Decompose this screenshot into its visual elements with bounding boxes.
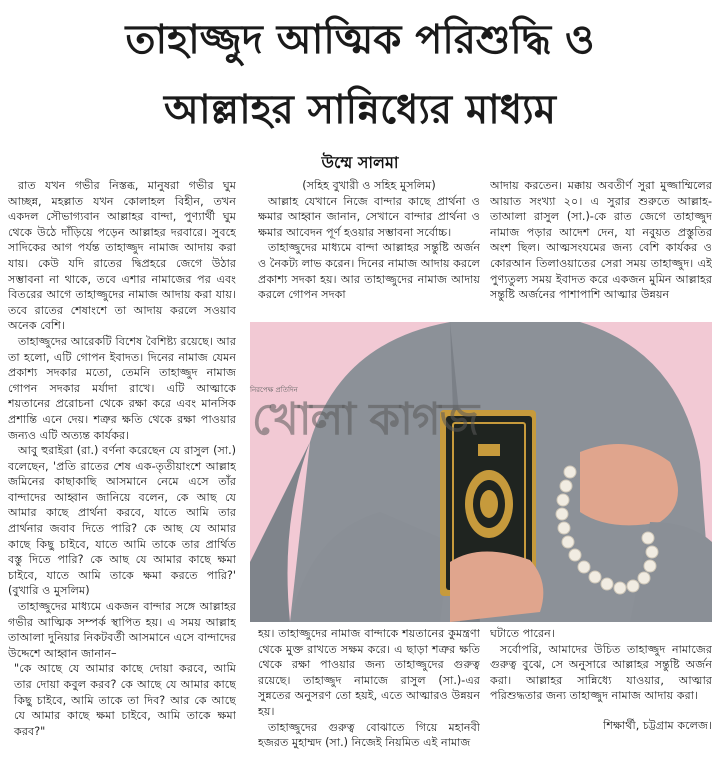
author-note: শিক্ষার্থী, চট্টগ্রাম কলেজ। xyxy=(603,718,712,732)
paragraph: সর্বোপরি, আমাদের উচিত তাহাজ্জুদ নামাজের গুরুত্ব বুঝে, সে অনুসারে আল্লাহর সন্তুষ্টি অর্জন করা। আল্লাহর সান্নিধ্যে যাওয়ার, আত্মার পরিশুদ্ধতার জন্য তাহাজ্জুদ নামাজ আদায় করা। xyxy=(490,642,712,703)
headline-line-1: তাহাজ্জুদ আত্মিক পরিশুদ্ধি ও xyxy=(125,17,595,63)
author-byline: উম্মে সালমা xyxy=(321,153,399,172)
article-column-2-top xyxy=(258,178,480,318)
paragraph: তাহাজ্জুদের আরেকটি বিশেষ বৈশিষ্ট্য রয়েছে। আর তা হলো, এটি গোপন ইবাদত। দিনের নামাজ যেমন প্রকাশ্য সদকার মতো, তেমনি তাহাজ্জুদ নামাজ গোপন সদকার মর্যাদা রাখে। এটি আত্মাকে শয়তানের প্ররোচনা থেকে রক্ষা করে এবং মানসিক প্রশান্তি এনে দেয়। শত্রুর ক্ষতি থেকে রক্ষা পাওয়ার জন্যও এটি অত্যন্ত কার্যকর। xyxy=(8,334,236,442)
headline-line-2: আল্লাহর সান্নিধ্যের মাধ্যম xyxy=(163,87,556,133)
paragraph: তাহাজ্জুদের মাধ্যমে একজন বান্দার সঙ্গে আল্লাহর গভীর আত্মিক সম্পর্ক স্থাপিত হয়। এ সময় আল্লাহ তাআলা দুনিয়ার নিকটবর্তী আসমানে এসে বান্দাদের উদ্দেশে আহ্বান জানান– xyxy=(8,600,236,660)
article-column-1 xyxy=(8,178,236,763)
article-photo xyxy=(250,322,712,622)
paragraph: তাহাজ্জুদের মাধ্যমে বান্দা আল্লাহর সন্তুষ্টি অর্জন ও নৈকট্য লাভ করেন। দিনের নামাজ আদায় করলে প্রকাশ্য সদকা হয়। আর তাহাজ্জুদের নামাজ আদায় করলে গোপন সদকা xyxy=(258,241,480,302)
paragraph: রাত যখন গভীর নিস্তব্ধ, মানুষরা গভীর ঘুম আচ্ছন্ন, মহল্লাত যখন কোলাহল বিহীন, তখন একদল সৌভাগ্যবান আল্লাহর বান্দা, পুণ্যার্থী ঘুম থেকে উঠে দাঁড়িয়ে পড়েন আল্লাহর দরবারে। সুবহে সাদিকের আগ পর্যন্ত তাহাজ্জুদ নামাজ আদায় করা যায়। কেউ যদি রাতের দ্বিপ্রহরে জেগে উঠার সম্ভাবনা না থাকে, তবে এশার নামাজের পর এবং বিতরের আগে তাহাজ্জুদের নামাজ আদায় করা যায়। তবে রাতের শেষাংশে তা আদায় করলে সওয়াব অনেক বেশি। xyxy=(8,179,236,333)
article-column-3-bottom xyxy=(490,626,712,764)
person-holding-quran-illustration xyxy=(250,322,712,622)
paragraph: তাহাজ্জুদের গুরুত্ব বোঝাতে গিয়ে মহানবী হজরত মুহাম্মদ (সা.) নিজেই নিয়মিত এই নামাজ xyxy=(258,720,480,750)
paragraph: ঘটাতে পারেন। xyxy=(490,627,555,640)
quote-paragraph: "কে আছে যে আমার কাছে দোয়া করবে, আমি তার দোয়া কবুল করব? কে আছে যে আমার কাছে কিছু চাইবে, আমি তাকে তা দিব? আর কে আছে যে আমার কাছে ক্ষমা চাইবে, আমি তাকে ক্ষমা করব?" xyxy=(14,662,236,738)
paragraph: হয়। তাহাজ্জুদের নামাজ বান্দাকে শয়তানের কুমন্ত্রণা থেকে মুক্ত রাখতে সক্ষম করে। এ ছাড়া শত্রুর ক্ষতি থেকে রক্ষা পাওয়ার জন্য তাহাজ্জুদের গুরুত্ব রয়েছে। তাহাজ্জুদ নামাজে রাসুল (সা.)-এর সুন্নতের অনুসরণ তো হয়ই, এতে আত্মারও উন্নয়ন হয়। xyxy=(258,627,480,718)
citation: (সহিহ বুখারী ও সহিহ মুসলিম) xyxy=(302,179,436,192)
article-column-3-top xyxy=(490,178,712,318)
watermark-logo: খোলা কাগজ xyxy=(252,394,479,445)
watermark-tagline: নিরপেক্ষ প্রতিদিন xyxy=(250,386,298,394)
paragraph: আদায় করতেন। মক্কায় অবতীর্ণ সুরা মুজ্জাম্মিলের আয়াত সংখ্যা ২০। এ সুরার শুরুতে আল্লাহ-তাআলা রাসুল (সা.)-কে রাত জেগে তাহাজ্জুদ নামাজ পড়ার আদেশ দেন, যা নবুয়ত প্রস্তুতির অংশ ছিল। আত্মসংযমের জন্য বেশি কার্যকর ও কোরআন তিলাওয়াতের সেরা সময় তাহাজ্জুদ। এই পুণ্যতুল্য সময় ইবাদত করে একজন মুমিন আল্লাহর সন্তুষ্টি অর্জনের পাশাপাশি আত্মার উন্নয়ন xyxy=(490,179,712,302)
paragraph: আল্লাহ যেখানে নিজে বান্দার কাছে প্রার্থনা ও ক্ষমার আহ্বান জানান, সেখানে বান্দার প্রার্থনা ও ক্ষমার আবেদন পূর্ণ হওয়ার সম্ভাবনা সর্বোচ্চ। xyxy=(258,194,480,239)
paragraph: আবু হুরাইরা (রা.) বর্ণনা করেছেন যে রাসুল (সা.) বলেছেন, 'প্রতি রাতের শেষ এক-তৃতীয়াংশে আল্লাহ জমিনের কাছাকাছি আসমানে নেমে এসে তাঁর বান্দাদের আহ্বান জানিয়ে বলেন, কে আছ যে আমার কাছে প্রার্থনা করবে, যাতে আমি তার প্রার্থনার জবাব দিতে পারি? কে আছ যে আমার কাছে কিছু চাইবে, যাতে আমি তাকে তার প্রার্থিত বস্তু দিতে পারি? কে আছ যে আমার কাছে ক্ষমা চাইবে, যাতে আমি তাকে ক্ষমা করতে পারি?' (বুখারি ও মুসলিম) xyxy=(8,444,236,598)
article-column-2-bottom xyxy=(258,626,480,764)
